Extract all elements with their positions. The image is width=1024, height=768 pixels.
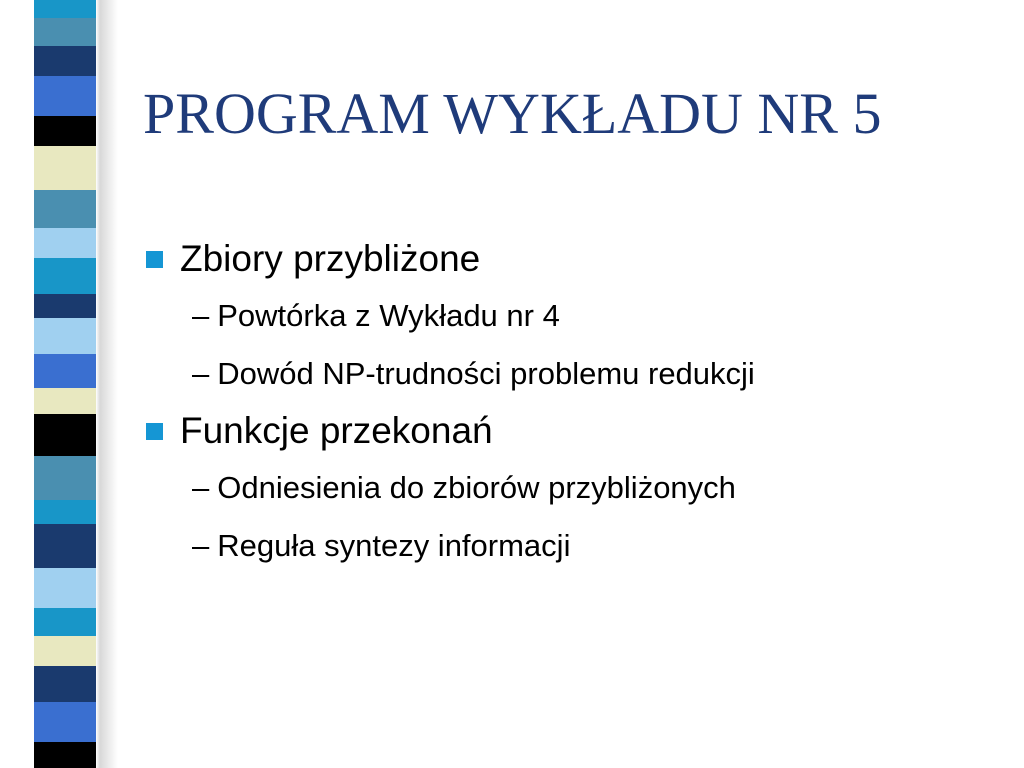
stripe-band — [34, 500, 96, 524]
stripe-band — [34, 354, 96, 388]
bullet-text: Funkcje przekonań — [180, 410, 493, 451]
stripe-band — [34, 0, 96, 18]
bullet-list — [140, 234, 1000, 582]
sub-bullet-item — [192, 466, 1000, 510]
stripe-band — [34, 146, 96, 190]
stripe-band — [34, 742, 96, 768]
sub-bullet-item — [192, 524, 1000, 568]
bullet-item — [140, 406, 1000, 456]
stripe-band — [34, 608, 96, 636]
sub-bullet-text: Dowód NP-trudności problemu redukcji — [217, 356, 755, 391]
stripe-band — [34, 636, 96, 666]
stripe-band — [34, 388, 96, 414]
sub-bullet-item — [192, 294, 1000, 338]
dash-icon: – — [192, 298, 210, 333]
stripe-band — [34, 76, 96, 116]
sub-bullet-text: Reguła syntezy informacji — [217, 528, 571, 563]
square-bullet-icon — [146, 251, 163, 268]
stripe-band — [34, 190, 96, 228]
slide-title: PROGRAM WYKŁADU NR 5 — [143, 81, 882, 146]
bullet-item — [140, 234, 1000, 284]
stripe-band — [34, 294, 96, 318]
stripe-band — [34, 18, 96, 46]
stripe-band — [34, 228, 96, 258]
stripe-band — [34, 666, 96, 702]
stripe-band — [34, 524, 96, 568]
dash-icon: – — [192, 470, 210, 505]
stripe-band — [34, 258, 96, 294]
sub-bullet-text: Powtórka z Wykładu nr 4 — [217, 298, 560, 333]
decorative-stripe-bar — [34, 0, 96, 768]
square-bullet-icon — [146, 423, 163, 440]
sub-bullet-item — [192, 352, 1000, 396]
stripe-band — [34, 414, 96, 456]
stripe-band — [34, 116, 96, 146]
dash-icon: – — [192, 528, 210, 563]
stripe-band — [34, 702, 96, 742]
stripe-band — [34, 568, 96, 608]
stripe-band — [34, 456, 96, 500]
bullet-text: Zbiory przybliżone — [180, 238, 481, 279]
dash-icon: – — [192, 356, 210, 391]
stripe-band — [34, 318, 96, 354]
sub-bullet-text: Odniesienia do zbiorów przybliżonych — [217, 470, 736, 505]
stripe-band — [34, 46, 96, 76]
